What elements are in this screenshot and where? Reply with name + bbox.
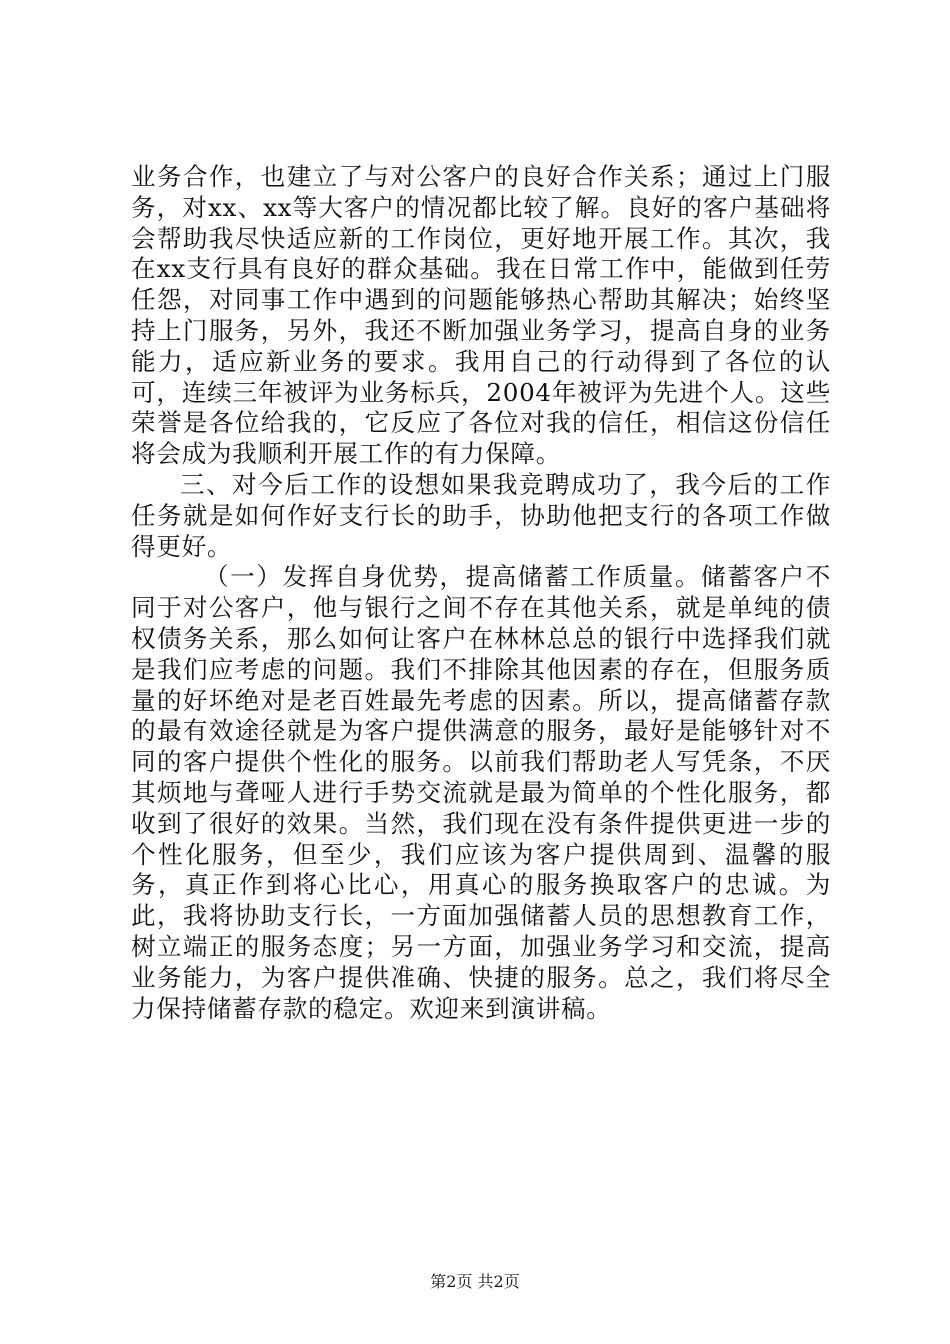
page-number-footer: 第2页 共2页 <box>430 1272 520 1291</box>
paragraph-section-three: 三、对今后工作的设想如果我竞聘成功了，我今后的工作任务就是如何作好支行长的助手，协助他把支行的各项工作做得更好。 <box>131 469 831 561</box>
paragraph-subsection-one: （一）发挥自身优势，提高储蓄工作质量。储蓄客户不同于对公客户，他与银行之间不存在其他关系，就是单纯的债权债务关系，那么如何让客户在林林总总的银行中选择我们就是我们应考虑的问题。我们不排除其他因素的存在，但服务质量的好坏绝对是老百姓最先考虑的因素。所以，提高储蓄存款的最有效途径就是为客户提供满意的服务，最好是能够针对不同的客户提供个性化的服务。以前我们帮助老人写凭条，不厌其烦地与聋哑人进行手势交流就是最为简单的个性化服务，都收到了很好的效果。当然，我们现在没有条件提供更进一步的个性化服务，但至少，我们应该为客户提供周到、温馨的服务，真正作到将心比心，用真心的服务换取客户的忠诚。为此，我将协助支行长，一方面加强储蓄人员的思想教育工作，树立端正的服务态度；另一方面，加强业务学习和交流，提高业务能力，为客户提供准确、快捷的服务。总之，我们将尽全力保持储蓄存款的稳定。欢迎来到演讲稿。 <box>131 562 831 1023</box>
document-body <box>131 162 831 1024</box>
paragraph-continuation: 业务合作，也建立了与对公客户的良好合作关系；通过上门服务，对xx、xx等大客户的情况都比较了解。良好的客户基础将会帮助我尽快适应新的工作岗位，更好地开展工作。其次，我在xx支行具有良好的群众基础。我在日常工作中，能做到任劳任怨，对同事工作中遇到的问题能够热心帮助其解决；始终坚持上门服务，另外，我还不断加强业务学习，提高自身的业务能力，适应新业务的要求。我用自己的行动得到了各位的认可，连续三年被评为业务标兵，2004年被评为先进个人。这些荣誉是各位给我的，它反应了各位对我的信任，相信这份信任将会成为我顺利开展工作的有力保障。 <box>131 162 831 469</box>
